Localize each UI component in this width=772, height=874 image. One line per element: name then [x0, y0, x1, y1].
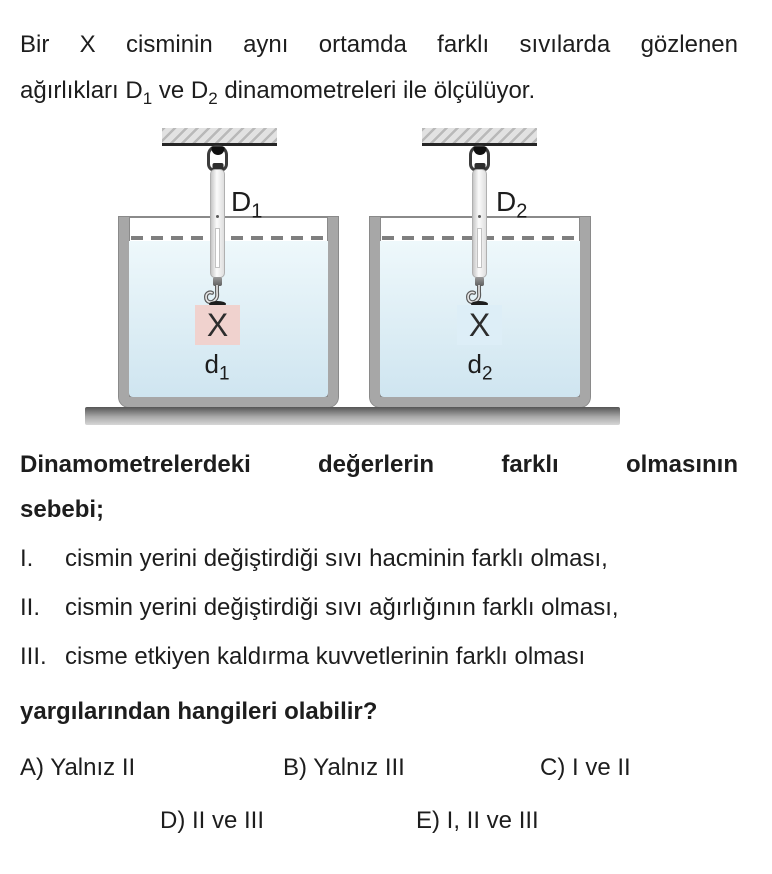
- option-e[interactable]: E) I, II ve III: [416, 807, 539, 834]
- item-numeral: III.: [20, 643, 47, 670]
- ceiling-hatch-left: [162, 128, 277, 146]
- question-tail: yargılarından hangileri olabilir?: [20, 698, 378, 725]
- statement-list: [20, 534, 738, 736]
- question-heading: [20, 442, 738, 532]
- item-text: cismin yerini değiştirdiği sıvı hacminin farklı olması,: [65, 545, 608, 572]
- dynamometer-letter: D: [496, 186, 517, 217]
- question-heading-line1: Dinamometrelerdeki değerlerin farklı olmasının: [20, 451, 738, 478]
- object-block-left: X: [195, 305, 240, 345]
- floor: [85, 407, 620, 425]
- density-sub: 1: [218, 363, 230, 385]
- dynamometer-slot-left: [215, 228, 220, 268]
- intro-line2-part: ağırlıkları D: [20, 77, 143, 104]
- object-block-right: X: [457, 305, 502, 345]
- density-letter: d: [467, 349, 482, 379]
- liquid-density-label-left: [192, 349, 242, 385]
- ceiling-hatch-right: [422, 128, 537, 146]
- option-a[interactable]: A) Yalnız II: [20, 754, 136, 781]
- dynamometer-letter: D: [231, 186, 252, 217]
- density-letter: d: [204, 349, 219, 379]
- d2-subscript: 2: [208, 88, 218, 108]
- liquid-density-label-right: [455, 349, 505, 385]
- dynamometer-sub: 1: [251, 200, 263, 223]
- option-b[interactable]: B) Yalnız III: [283, 754, 405, 781]
- item-numeral: I.: [20, 545, 34, 572]
- dynamometer-label-left: [231, 186, 262, 224]
- intro-line2-part: dinamometreleri ile ölçülüyor.: [217, 77, 536, 104]
- question-heading-line2: sebebi;: [20, 496, 105, 523]
- d1-subscript: 1: [142, 88, 153, 108]
- item-text: cismin yerini değiştirdiği sıvı ağırlığının farklı olması,: [65, 594, 619, 621]
- intro-line2-part: ve D: [152, 77, 209, 104]
- dynamometer-hole-right: [478, 215, 481, 218]
- hanger-ring-right: [469, 145, 490, 172]
- dynamometer-slot-right: [477, 228, 482, 268]
- density-sub: 2: [481, 363, 493, 385]
- dynamometer-label-right: [496, 186, 527, 224]
- option-c[interactable]: C) I ve II: [540, 754, 631, 781]
- dynamometer-hole-left: [216, 215, 219, 218]
- list-item-1: [20, 534, 738, 583]
- intro-line1: Bir X cisminin aynı ortamda farklı sıvılarda gözlenen: [20, 31, 738, 58]
- option-d[interactable]: D) II ve III: [160, 807, 265, 834]
- item-numeral: II.: [20, 594, 41, 621]
- dynamometer-sub: 2: [516, 200, 528, 223]
- list-item-3: [20, 632, 738, 681]
- liquid-surface-dashline-left: [131, 236, 326, 240]
- item-text: cisme etkiyen kaldırma kuvvetlerinin farklı olması: [65, 643, 586, 670]
- hanger-ring-left: [207, 145, 228, 172]
- list-item-2: [20, 583, 738, 632]
